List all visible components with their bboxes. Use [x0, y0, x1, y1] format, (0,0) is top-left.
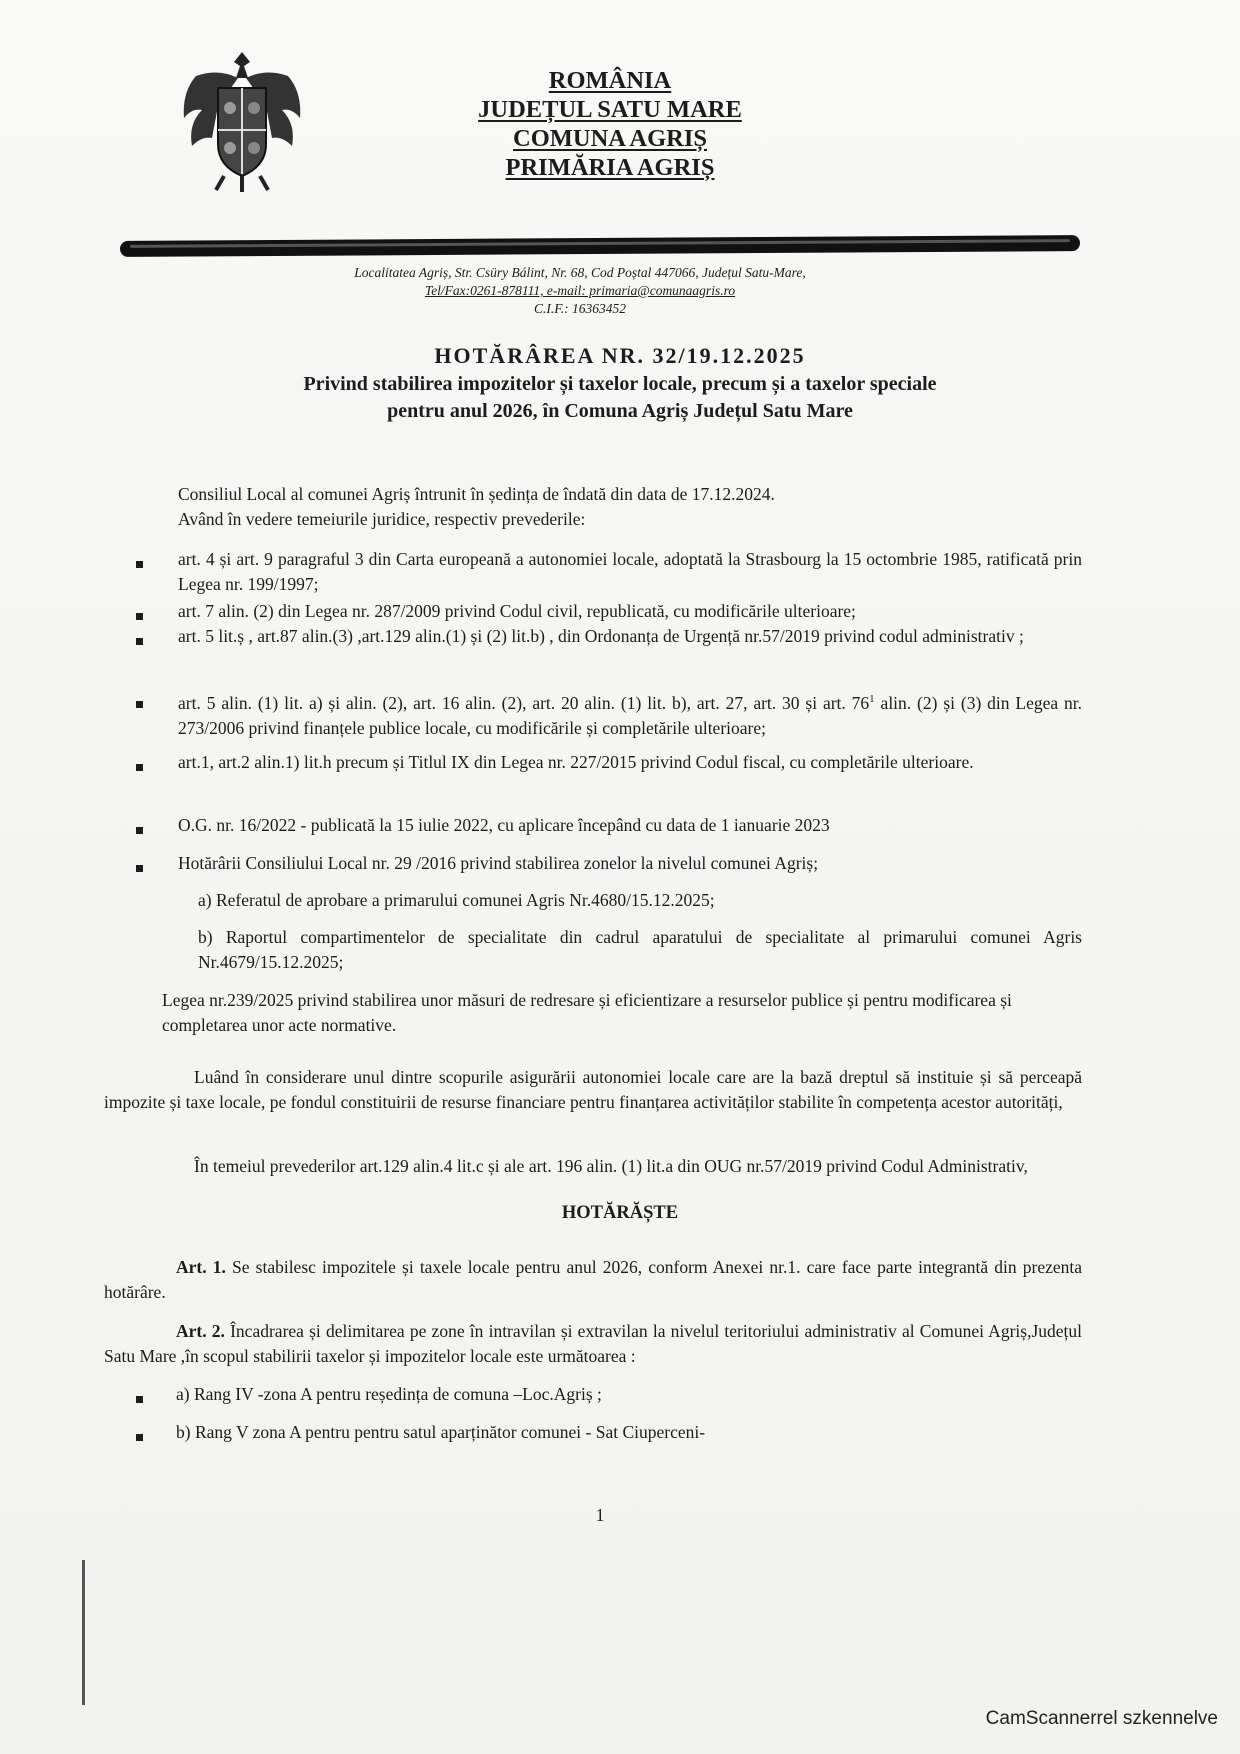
zone-item-a: a) Rang IV -zona A pentru reședința de comuna –Loc.Agriș ;	[176, 1384, 602, 1404]
council-statement: Consiliul Local al comunei Agriș întrunit în ședința de îndată din data de 17.12.2024.	[178, 484, 775, 504]
bullet-icon	[136, 613, 143, 620]
legal-basis-item-5: art.1, art.2 alin.1) lit.h precum și Titlul IX din Legea nr. 227/2015 privind Codul fiscal, cu completările ulterioare.	[178, 752, 974, 772]
scanner-watermark: CamScannerrel szkennelve	[985, 1708, 1218, 1729]
article-2-text: Încadrarea și delimitarea pe zone în intravilan și extravilan la nivelul teritoriului administrativ al Comunei Agriș,Județul Satu Mare ,în scopul stabilirii taxelor și impozitelor locale este următoarea :	[104, 1321, 1082, 1366]
subtitle-line-2: pentru anul 2026, în Comuna Agriș Județul Satu Mare	[387, 400, 853, 422]
legal-basis-item-3: art. 5 lit.ș , art.87 alin.(3) ,art.129 alin.(1) și (2) lit.b) , din Ordonanța de Urgență nr.57/2019 privind codul administrativ ;	[178, 626, 1024, 646]
law-reference	[162, 988, 1062, 1038]
header-county: JUDEȚUL SATU MARE	[478, 96, 742, 123]
address-line: Localitatea Agriș, Str. Csüry Bálint, Nr. 68, Cod Poștal 447066, Județul Satu-Mare,	[354, 265, 806, 280]
bullet-icon	[136, 561, 143, 568]
article-superscript: 1	[869, 693, 875, 705]
decision-subtitle	[170, 371, 1070, 425]
decision-title: HOTĂRÂREA NR. 32/19.12.2025	[434, 343, 806, 368]
legal-basis-item-6: O.G. nr. 16/2022 - publicată la 15 iulie 2022, cu aplicare începând cu data de 1 ianuarie 2023	[178, 815, 830, 835]
considering-statement: Având în vedere temeiurile juridice, respectiv prevederile:	[178, 509, 586, 529]
law-reference-text: Legea nr.239/2025 privind stabilirea unor măsuri de redresare și eficientizare a resurselor publice și pentru modificarea și completarea unor acte normative.	[162, 990, 1012, 1035]
header-commune: COMUNA AGRIȘ	[513, 125, 707, 152]
legal-basis-item-1: art. 4 și art. 9 paragraful 3 din Carta europeană a autonomiei locale, adoptată la Strasbourg la 15 octombrie 1985, ratificată prin Legea nr. 199/1997;	[178, 549, 1082, 594]
legal-basis-item-4	[178, 687, 1082, 741]
legal-basis-item-2: art. 7 alin. (2) din Legea nr. 287/2009 privind Codul civil, republicată, cu modificările ulterioare;	[178, 601, 856, 621]
scan-edge-shadow	[82, 1560, 85, 1705]
contact-address	[230, 264, 930, 318]
article-2	[104, 1319, 1082, 1369]
zone-item-b: b) Rang V zona A pentru pentru satul aparținător comunei - Sat Ciuperceni-	[176, 1422, 706, 1442]
bullet-icon	[136, 865, 143, 872]
subtitle-line-1: Privind stabilirea impozitelor și taxelor locale, precum și a taxelor speciale	[303, 373, 937, 395]
contact-line: Tel/Fax:0261-878111, e-mail: primaria@comunaagris.ro	[424, 283, 736, 298]
legal-basis-item-4-rest: alin. (2) și (3) din Legea nr. 273/2006 privind finanțele publice locale, cu modificările și completările ulterioare;	[178, 692, 1082, 738]
bullet-icon	[136, 638, 143, 645]
considering-purpose: Luând în considerare unul dintre scopurile asigurării autonomiei locale care are la bază dreptul să instituie și să perceapă impozite și taxe locale, pe fondul constituirii de resurse financiare pentru finanțarea activităților stabilite în competența acestor autorități,	[104, 1067, 1082, 1112]
legal-grounds: În temeiul prevederilor art.129 alin.4 lit.c și ale art. 196 alin. (1) lit.a din OUG nr.57/2019 privind Codul Administrativ,	[194, 1156, 1028, 1176]
header-country: ROMÂNIA	[548, 67, 672, 94]
institution-header	[430, 66, 790, 182]
article-2-label: Art. 2.	[176, 1321, 225, 1341]
fiscal-code: C.I.F.: 16363452	[533, 301, 626, 316]
coat-of-arms-icon	[178, 48, 306, 194]
bullet-icon	[136, 827, 143, 834]
article-1	[104, 1255, 1082, 1305]
decides-heading: HOTĂRĂȘTE	[561, 1203, 679, 1223]
legal-basis-item-4-start: art. 5 alin. (1) lit. a) și alin. (2), art. 16 alin. (2), art. 20 alin. (1) lit. b), art. 27, art. 30 și art. 76	[178, 692, 870, 713]
approval-report-item: a) Referatul de aprobare a primarului comunei Agris Nr.4680/15.12.2025;	[198, 890, 715, 910]
page-number: 1	[595, 1505, 605, 1525]
legal-basis-item-7: Hotărârii Consiliului Local nr. 29 /2016 privind stabilirea zonelor la nivelul comunei Agriș;	[178, 853, 819, 873]
bullet-icon	[136, 1434, 143, 1441]
bullet-icon	[136, 764, 143, 771]
bullet-icon	[136, 1396, 143, 1403]
article-1-text: Se stabilesc impozitele și taxele locale pentru anul 2026, conform Anexei nr.1. care face parte integrantă din prezenta hotărâre.	[104, 1257, 1083, 1302]
header-town-hall: PRIMĂRIA AGRIȘ	[505, 154, 715, 181]
specialty-report-text: b) Raportul compartimentelor de specialitate din cadrul aparatului de specialitate al primarului comunei Agris Nr.4679/15.12.2025;	[198, 927, 1082, 972]
bullet-icon	[136, 701, 143, 708]
article-1-label: Art. 1.	[176, 1257, 226, 1277]
specialty-report-item	[198, 925, 1082, 975]
